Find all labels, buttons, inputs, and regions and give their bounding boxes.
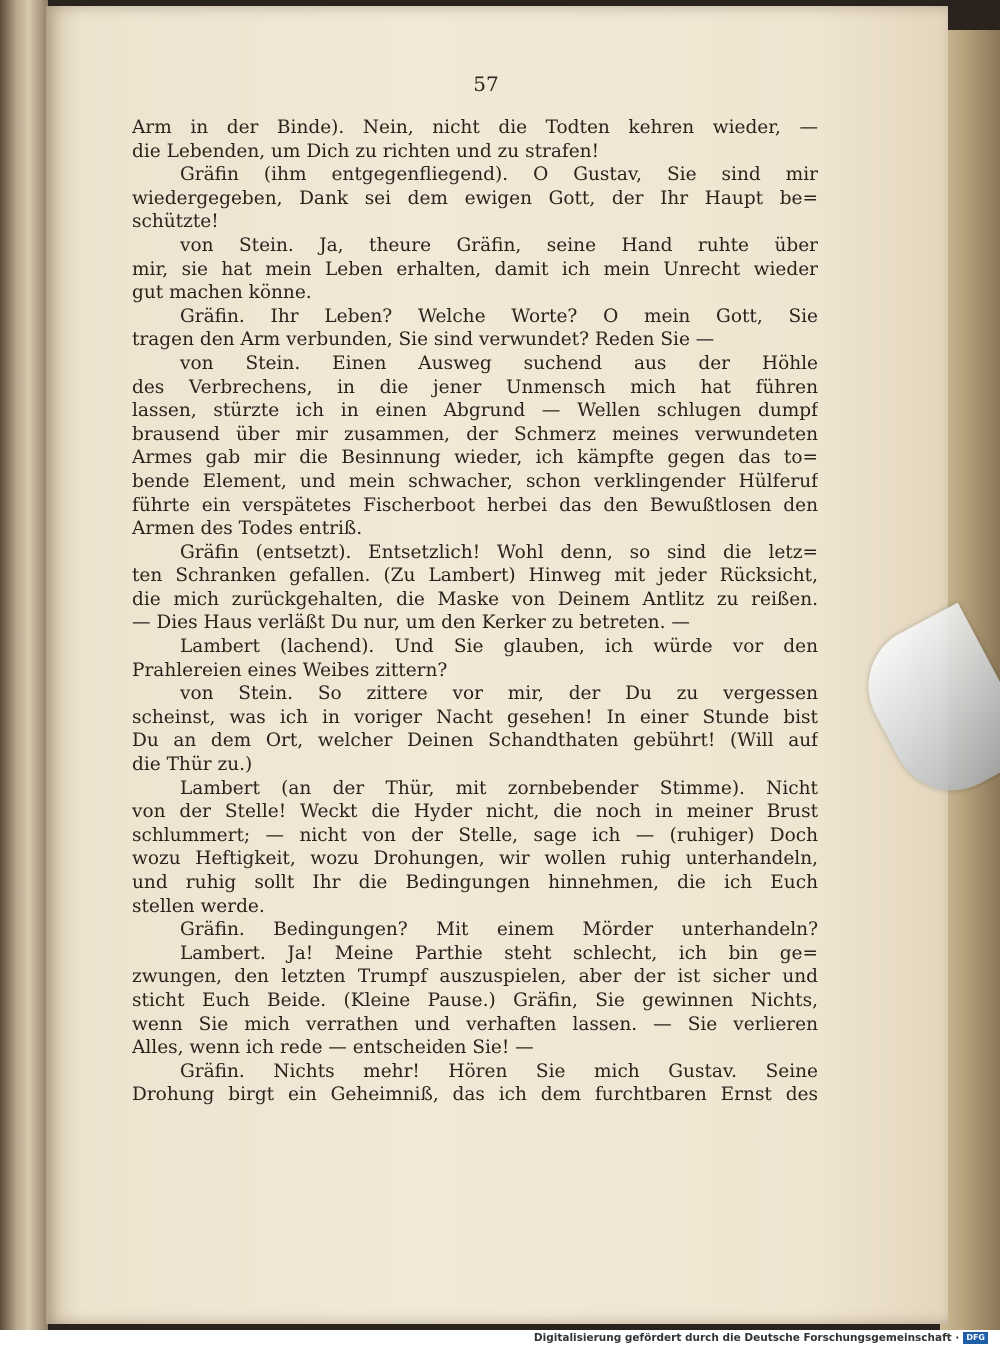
text-line: von der Stelle! Weckt die Hyder nicht, die noch in meiner Brust: [132, 801, 818, 823]
text-line: Prahlereien eines Weibes zittern?: [132, 659, 448, 681]
text-line: scheinst, was ich in voriger Nacht gesehen! In einer Stunde bist: [132, 706, 818, 728]
text-line: zwungen, den letzten Trumpf auszuspielen, aber der ist sicher und: [132, 966, 818, 988]
text-line: des Verbrechens, in die jener Unmensch mich hat führen: [132, 376, 818, 398]
text-line: Lambert (an der Thür, mit zornbebender Stimme). Nicht: [180, 777, 818, 799]
text-line: von Stein. Ja, theure Gräfin, seine Hand ruhte über: [180, 234, 818, 256]
text-line: Lambert. Ja! Meine Parthie steht schlecht, ich bin ge=: [180, 942, 818, 964]
text-line: sticht Euch Beide. (Kleine Pause.) Gräfin, Sie gewinnen Nichts,: [132, 989, 818, 1011]
text-line: Gräfin (entsetzt). Entsetzlich! Wohl denn, so sind die letz=: [180, 541, 818, 563]
text-line: brausend über mir zusammen, der Schmerz meines verwundeten: [132, 423, 818, 445]
text-line: mir, sie hat mein Leben erhalten, damit ich mein Unrecht wieder: [132, 258, 818, 280]
text-line: Armen des Todes entriß.: [132, 518, 363, 540]
previous-page-edge: [0, 0, 48, 1330]
text-line: lassen, stürzte ich in einen Abgrund — Wellen schlugen dumpf: [132, 400, 818, 422]
text-line: Armes gab mir die Besinnung wieder, ich kämpfte gegen das to=: [132, 447, 818, 469]
text-line: die Thür zu.): [132, 754, 253, 776]
text-line: bende Element, und mein schwacher, schon verklingender Hülferuf: [132, 470, 818, 492]
text-line: von Stein. Einen Ausweg suchend aus der Höhle: [180, 352, 818, 374]
text-line: — Dies Haus verläßt Du nur, um den Kerker zu betreten. —: [132, 612, 690, 634]
text-line: wozu Heftigkeit, wozu Drohungen, wir wollen ruhig unterhandeln,: [132, 848, 818, 870]
text-line: wiedergegeben, Dank sei dem ewigen Gott, der Ihr Haupt be=: [132, 187, 818, 209]
text-line: schützte!: [132, 211, 219, 233]
text-line: schlummert; — nicht von der Stelle, sage ich — (ruhiger) Doch: [132, 824, 818, 846]
text-line: führte ein verspätetes Fischerboot herbei das den Bewußtlosen den: [132, 494, 818, 516]
text-line: tragen den Arm verbunden, Sie sind verwundet? Reden Sie —: [132, 329, 715, 351]
dfg-logo: DFG: [963, 1332, 988, 1344]
text-line: Gräfin. Nichts mehr! Hören Sie mich Gustav. Seine: [180, 1060, 818, 1082]
text-line: Alles, wenn ich rede — entscheiden Sie! —: [132, 1037, 534, 1059]
text-line: von Stein. So zittere vor mir, der Du zu vergessen: [180, 683, 818, 705]
text-line: die mich zurückgehalten, die Maske von Deinem Antlitz zu reißen.: [132, 588, 818, 610]
text-line: stellen werde.: [132, 895, 265, 917]
text-line: Drohung birgt ein Geheimniß, das ich dem furchtbaren Ernst des: [132, 1084, 818, 1106]
text-line: und ruhig sollt Ihr die Bedingungen hinnehmen, die ich Euch: [132, 872, 818, 893]
text-line: ten Schranken gefallen. (Zu Lambert) Hinweg mit jeder Rücksicht,: [132, 565, 818, 587]
text-line: Gräfin. Bedingungen? Mit einem Mörder unterhandeln?: [180, 919, 818, 941]
page-text: [132, 116, 818, 1107]
text-line: die Lebenden, um Dich zu richten und zu strafen!: [132, 140, 600, 162]
text-line: gut machen könne.: [132, 282, 312, 304]
text-line: wenn Sie mich verrathen und verhaften lassen. — Sie verlieren: [132, 1013, 818, 1035]
text-line: Gräfin. Ihr Leben? Welche Worte? O mein Gott, Sie: [180, 305, 818, 327]
text-line: Gräfin (ihm entgegenfliegend). O Gustav, Sie sind mir: [180, 164, 818, 186]
text-line: Arm in der Binde). Nein, nicht die Todten kehren wieder, —: [132, 117, 818, 138]
page-number: 57: [473, 72, 499, 96]
text-line: Lambert (lachend). Und Sie glauben, ich würde vor den: [180, 636, 818, 658]
footer-credit: [534, 1330, 988, 1346]
footer-credit-text: Digitalisierung gefördert durch die Deutsche Forschungsgemeinschaft ·: [533, 1332, 960, 1344]
text-line: Du an dem Ort, welcher Deinen Schandthaten gebührt! (Will auf: [132, 730, 818, 752]
